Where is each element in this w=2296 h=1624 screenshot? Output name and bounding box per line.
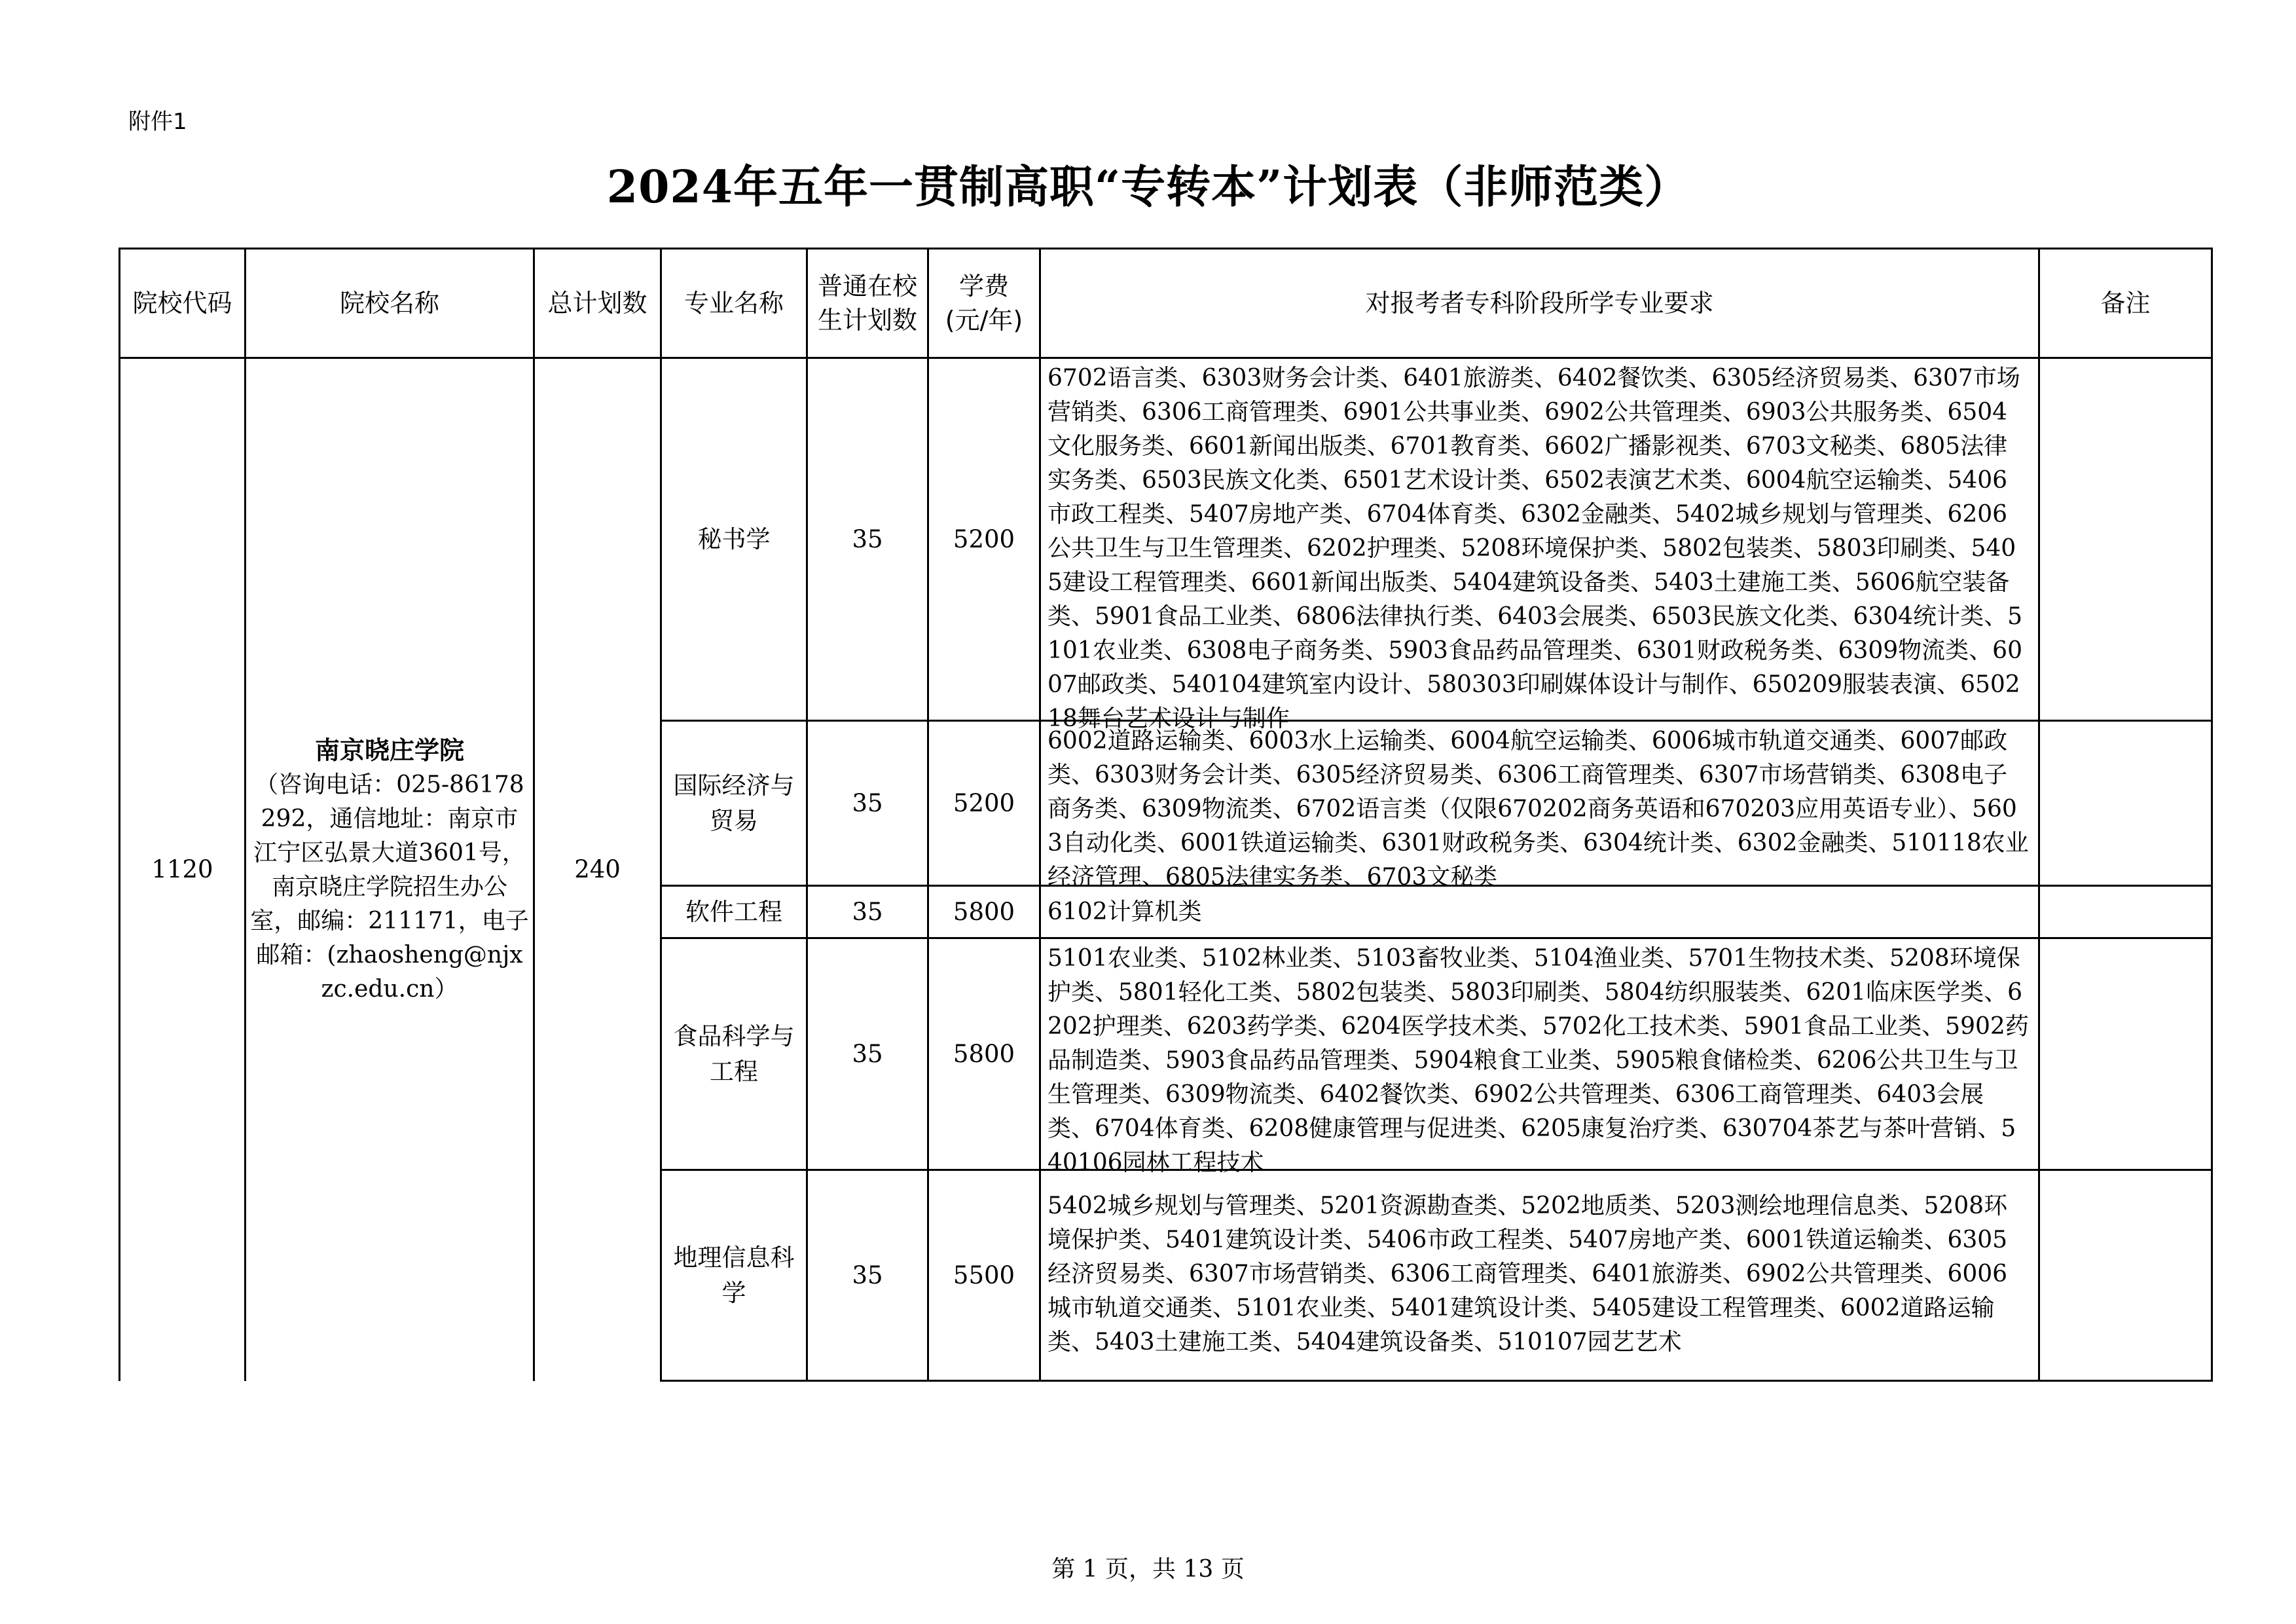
header-enrollment-plan-line1: 普通在校 <box>817 272 917 301</box>
requirement-text: 6002道路运输类、6003水上运输类、6004航空运输类、6006城市轨道交通类、6007邮政类、6303财务会计类、6305经济贸易类、6306工商管理类、6307市场营销类、6308电子商务类、6309物流类、6702语言类（仅限670202商务英语和670203应用英语专业）、5603自动化类、6001铁道运输类、6301财政税务类、6304统计类、6302金融类、510118农业经济管理、6805法律实务类、6703文秘类 <box>1048 728 2029 891</box>
tuition-cell: 5500 <box>928 1170 1040 1381</box>
requirement-text: 5402城乡规划与管理类、5201资源勘查类、5202地质类、5203测绘地理信息类、5208环境保护类、5401建筑设计类、5406市政工程类、5407房地产类、6001铁道运输类、6305经济贸易类、6307市场营销类、6306工商管理类、6401旅游类、6902公共管理类、6006城市轨道交通类、5101农业类、5401建筑设计类、5405建设工程管理类、6002道路运输类、5403土建施工类、5404建筑设备类、510107园艺艺术 <box>1048 1192 2008 1356</box>
major-name-cell: 软件工程 <box>661 886 807 938</box>
tuition-cell: 5800 <box>928 938 1040 1170</box>
header-school-code: 院校代码 <box>120 249 246 358</box>
requirement-text: 5101农业类、5102林业类、5103畜牧业类、5104渔业类、5701生物技术类、5208环境保护类、5801轻化工类、5802包装类、5803印刷类、5804纺织服装类、6201临床医学类、6202护理类、6203药学类、6204医学技术类、5702化工技术类、5901食品工业类、5902药品制造类、5903食品药品管理类、5904粮食工业类、5905粮食储检类、6206公共卫生与卫生管理类、6309物流类、6402餐饮类、6902公共管理类、6306工商管理类、6403会展类、6704体育类、6208健康管理与促进类、6205康复治疗类、630704茶艺与茶叶营销、540106园林工程技术 <box>1048 945 2029 1176</box>
requirement-cell <box>1040 358 2039 732</box>
page-footer: 第 1 页，共 13 页 <box>1051 1556 1245 1583</box>
requirement-cell <box>1040 938 2039 1176</box>
requirement-text: 6702语言类、6303财务会计类、6401旅游类、6402餐饮类、6305经济贸易类、6307市场营销类、6306工商管理类、6901公共事业类、6902公共管理类、6903公共服务类、6504文化服务类、6601新闻出版类、6701教育类、6602广播影视类、6703文秘类、6805法律实务类、6503民族文化类、6501艺术设计类、6502表演艺术类、6004航空运输类、5406市政工程类、5407房地产类、6704体育类、6302金融类、5402城乡规划与管理类、6206公共卫生与卫生管理类、6202护理类、5208环境保护类、5802包装类、5803印刷类、5405建设工程管理类、6601新闻出版类、5404建筑设备类、5403土建施工类、5606航空装备类、5901食品工业类、6806法律执行类、6403会展类、6503民族文化类、6304统计类、5101农业类、6308电子商务类、5903食品药品管理类、6301财政税务类、6309物流类、6007邮政类、540104建筑室内设计、580303印刷媒体设计与制作、650209服装表演、650218舞台艺术设计与制作 <box>1048 365 2022 732</box>
header-major-name: 专业名称 <box>661 249 807 358</box>
note-cell <box>2039 721 2212 886</box>
enrollment-plan-cell: 35 <box>807 721 928 886</box>
table-row <box>120 358 2212 721</box>
note-cell <box>2039 358 2212 721</box>
note-cell <box>2039 1170 2212 1381</box>
header-row <box>120 249 2212 358</box>
enrollment-plan-cell: 35 <box>807 358 928 721</box>
school-name-cell <box>246 358 534 1381</box>
enrollment-plan-cell: 35 <box>807 1170 928 1381</box>
plan-table <box>118 248 2213 1382</box>
header-requirement: 对报考者专科阶段所学专业要求 <box>1040 249 2039 358</box>
note-cell <box>2039 886 2212 938</box>
header-enrollment-plan-line2: 生计划数 <box>817 306 917 335</box>
header-total-plan: 总计划数 <box>534 249 661 358</box>
enrollment-plan-cell: 35 <box>807 886 928 938</box>
header-school-name: 院校名称 <box>246 249 534 358</box>
school-contact-info: （咨询电话：025-86178292，通信地址：南京市江宁区弘景大道3601号，南京晓庄学院招生办公室，邮编：211171，电子邮箱：(zhaosheng@njxzc.edu.cn） <box>250 771 529 1003</box>
enrollment-plan-cell: 35 <box>807 938 928 1170</box>
major-name-cell: 国际经济与贸易 <box>661 721 807 886</box>
tuition-cell: 5200 <box>928 358 1040 721</box>
header-note: 备注 <box>2039 249 2212 358</box>
header-tuition-line2: (元/年) <box>945 306 1023 335</box>
header-enrollment-plan <box>807 249 928 358</box>
major-name-cell: 地理信息科学 <box>661 1170 807 1381</box>
school-code-cell: 1120 <box>120 358 246 1381</box>
major-name-cell: 食品科学与工程 <box>661 938 807 1170</box>
requirement-cell <box>1040 721 2039 891</box>
attachment-label: 附件1 <box>128 109 187 135</box>
tuition-cell: 5200 <box>928 721 1040 886</box>
header-tuition <box>928 249 1040 358</box>
page-title: 2024年五年一贯制高职“专转本”计划表（非师范类） <box>606 161 1690 213</box>
note-cell <box>2039 938 2212 1170</box>
tuition-cell: 5800 <box>928 886 1040 938</box>
school-name: 南京晓庄学院 <box>314 735 464 766</box>
total-plan-cell: 240 <box>534 358 661 1381</box>
requirement-text: 6102计算机类 <box>1048 898 1202 925</box>
major-name-cell: 秘书学 <box>661 358 807 721</box>
requirement-cell <box>1040 1170 2039 1381</box>
header-tuition-line1: 学费 <box>958 272 1009 301</box>
